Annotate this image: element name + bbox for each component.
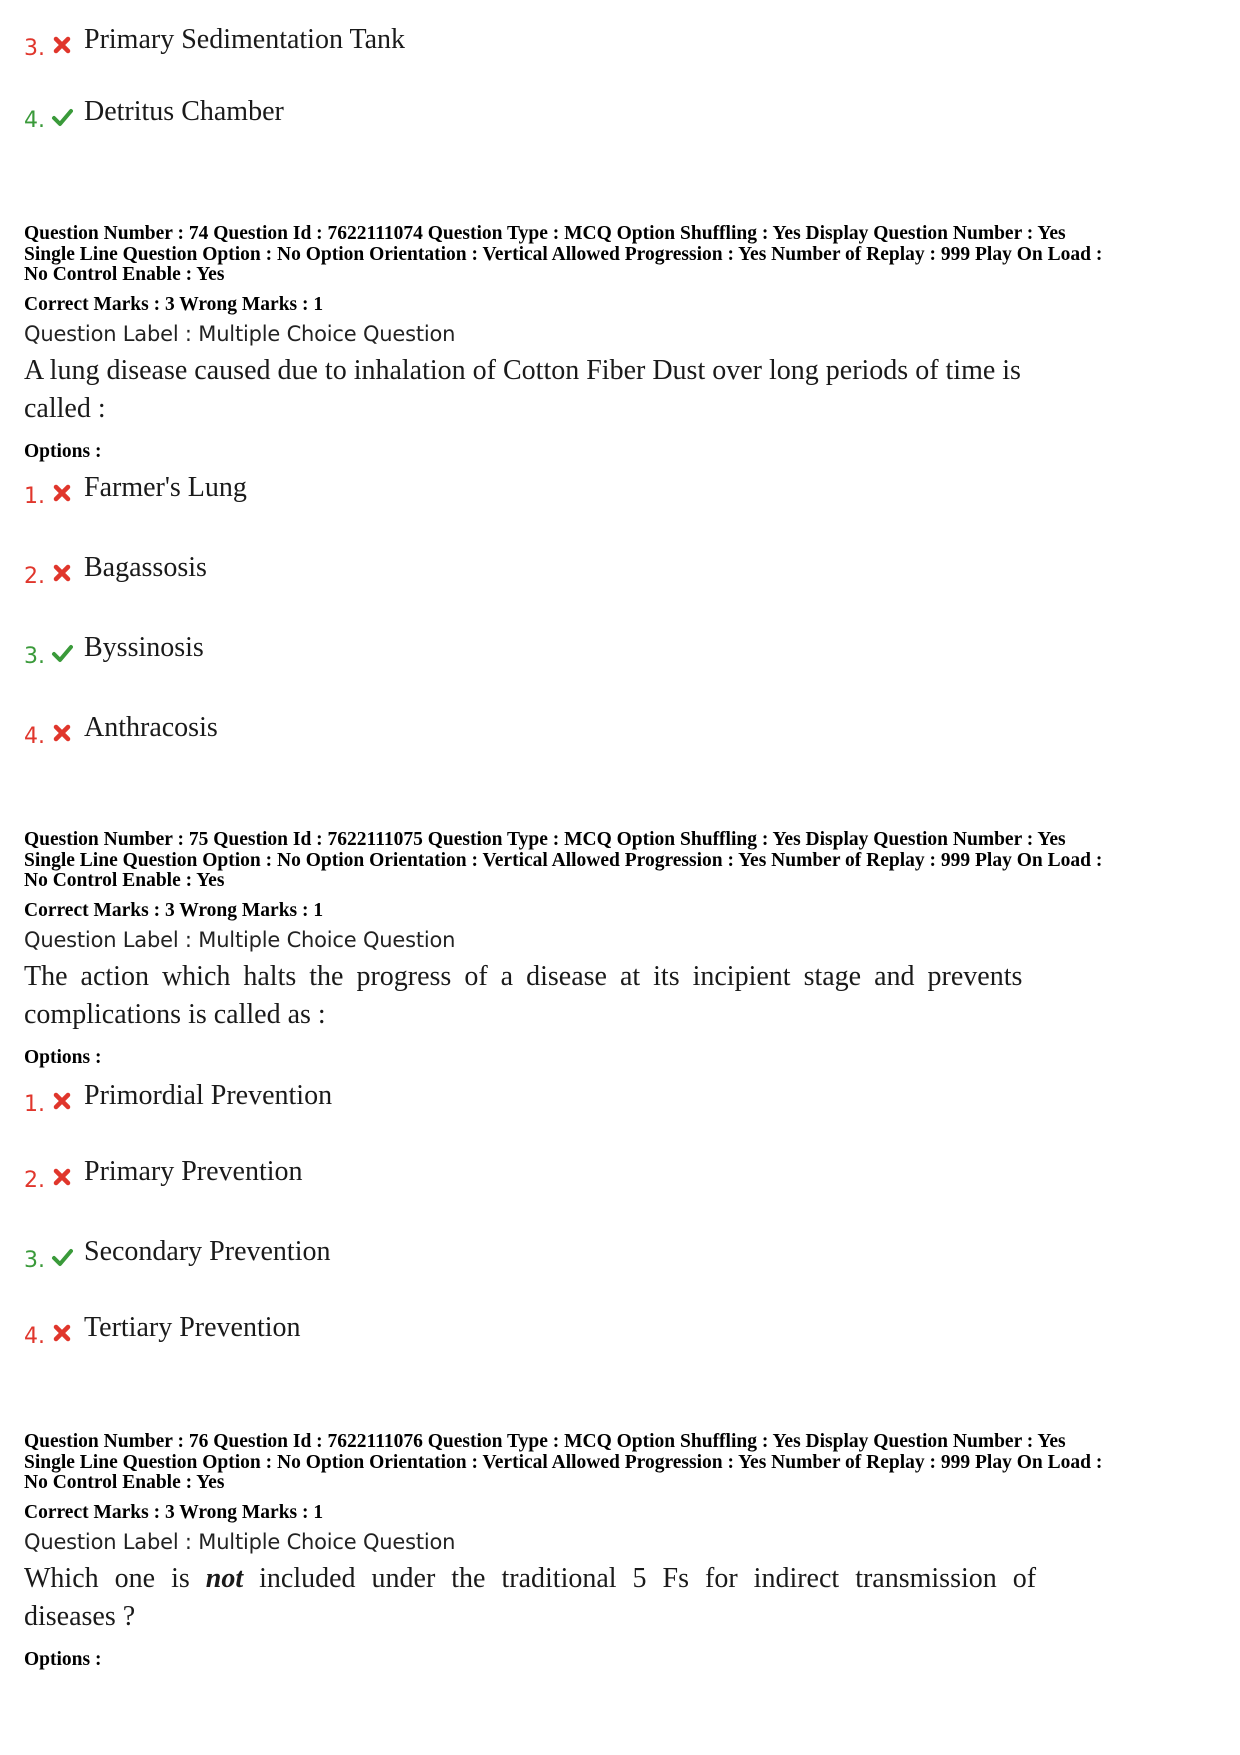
options-label: Options : [24, 1046, 102, 1068]
option-text: Secondary Prevention [84, 1236, 331, 1267]
cross-icon [51, 482, 73, 504]
cross-icon [51, 562, 73, 584]
question-block [24, 830, 1224, 1068]
question-text-part: Which one is [24, 1562, 206, 1594]
check-icon [51, 642, 73, 664]
meta-line: Question Number : 75 Question Id : 7622111075 Question Type : MCQ Option Shuffling : Yes Display Question Number : Yes [24, 829, 1066, 850]
option-text: Primary Prevention [84, 1156, 303, 1187]
question-marks: Correct Marks : 3 Wrong Marks : 1 [24, 899, 324, 921]
option-text: Primary Sedimentation Tank [84, 24, 406, 55]
option-number: 3. [24, 36, 45, 61]
question-label: Question Label : Multiple Choice Question [24, 321, 456, 346]
meta-line: Single Line Question Option : No Option Orientation : Vertical Allowed Progression : Yes Number of Replay : 999 Play On Load : [24, 243, 1103, 265]
option-item [24, 1312, 924, 1352]
question-text-line: The action which halts the progress of a disease at its incipient stage and prevents [24, 960, 1023, 992]
question-text-line: called : [24, 392, 106, 424]
option-text: Farmer's Lung [84, 472, 247, 503]
meta-line: Question Number : 76 Question Id : 7622111076 Question Type : MCQ Option Shuffling : Yes Display Question Number : Yes [24, 1431, 1066, 1452]
question-text-line: complications is called as : [24, 998, 326, 1030]
option-number: 3. [24, 1248, 45, 1273]
option-item [24, 712, 924, 752]
question-text-line [24, 1560, 1054, 1598]
option-item [24, 632, 924, 672]
option-item [24, 1156, 924, 1196]
option-item [24, 1236, 924, 1276]
meta-line: Question Number : 74 Question Id : 7622111074 Question Type : MCQ Option Shuffling : Yes Display Question Number : Yes [24, 223, 1066, 244]
question-text [24, 352, 1054, 428]
options-label: Options : [24, 1648, 102, 1670]
meta-line: Single Line Question Option : No Option Orientation : Vertical Allowed Progression : Yes Number of Replay : 999 Play On Load : [24, 849, 1103, 871]
check-icon [51, 106, 73, 128]
question-block [24, 1432, 1224, 1670]
meta-line: No Control Enable : Yes [24, 870, 225, 891]
question-text-part: included under the traditional 5 Fs for indirect transmission of [243, 1562, 1037, 1594]
cross-icon [51, 1322, 73, 1344]
question-label: Question Label : Multiple Choice Question [24, 927, 456, 952]
meta-line: No Control Enable : Yes [24, 1472, 225, 1493]
option-item [24, 472, 924, 512]
option-text: Primordial Prevention [84, 1080, 333, 1111]
option-number: 4. [24, 724, 45, 749]
option-number: 3. [24, 644, 45, 669]
question-meta [24, 224, 1224, 286]
option-text: Detritus Chamber [84, 96, 284, 127]
question-text-line: A lung disease caused due to inhalation of Cotton Fiber Dust over long periods of time is [24, 354, 1021, 386]
question-marks: Correct Marks : 3 Wrong Marks : 1 [24, 1501, 324, 1523]
cross-icon [51, 1166, 73, 1188]
question-label: Question Label : Multiple Choice Question [24, 1529, 456, 1554]
question-meta [24, 1432, 1224, 1494]
option-item [24, 1080, 924, 1120]
option-item [24, 552, 924, 592]
question-text [24, 958, 1054, 1034]
option-text: Byssinosis [84, 632, 204, 663]
option-number: 1. [24, 1092, 45, 1117]
meta-line: No Control Enable : Yes [24, 264, 225, 285]
cross-icon [51, 1090, 73, 1112]
option-number: 4. [24, 1324, 45, 1349]
check-icon [51, 1246, 73, 1268]
question-meta [24, 830, 1224, 892]
question-text-emphasis: not [205, 1562, 244, 1594]
options-label: Options : [24, 440, 102, 462]
question-marks: Correct Marks : 3 Wrong Marks : 1 [24, 293, 324, 315]
option-number: 4. [24, 108, 45, 133]
question-block [24, 224, 1224, 462]
option-text: Anthracosis [84, 712, 218, 743]
option-number: 2. [24, 564, 45, 589]
option-text: Bagassosis [84, 552, 207, 583]
option-item [24, 24, 924, 64]
question-text-line: diseases ? [24, 1600, 136, 1632]
cross-icon [51, 34, 73, 56]
question-text [24, 1560, 1054, 1636]
meta-line: Single Line Question Option : No Option Orientation : Vertical Allowed Progression : Yes Number of Replay : 999 Play On Load : [24, 1451, 1103, 1473]
option-text: Tertiary Prevention [84, 1312, 301, 1343]
option-item [24, 96, 924, 136]
option-number: 1. [24, 484, 45, 509]
cross-icon [51, 722, 73, 744]
option-number: 2. [24, 1168, 45, 1193]
